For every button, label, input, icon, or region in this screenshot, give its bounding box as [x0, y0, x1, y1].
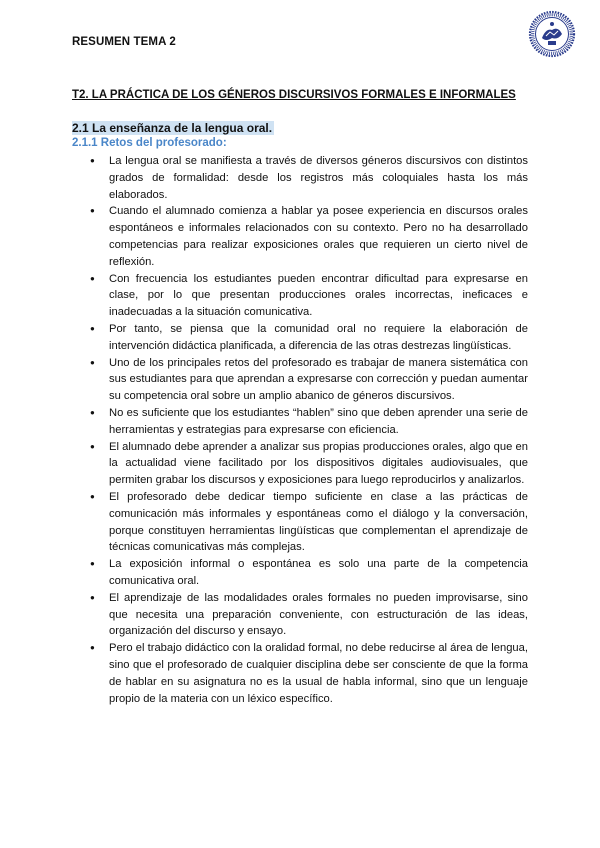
document-title: T2. LA PRÁCTICA DE LOS GÉNEROS DISCURSIVOS FORMALES E INFORMALES: [72, 89, 516, 101]
bullet-list: [90, 153, 528, 707]
list-item: ● Con frecuencia los estudiantes pueden encontrar dificultad para expresarse en clase, por lo que presentan producciones orales incorrectas, ineficaces e inadecuadas a la situación comunicativa.: [90, 271, 528, 321]
list-item: ● Por tanto, se piensa que la comunidad oral no requiere la elaboración de intervención didáctica planificada, a diferencia de las otras destrezas lingüísticas.: [90, 321, 528, 355]
section-heading: 2.1 La enseñanza de la lengua oral.: [72, 121, 273, 135]
list-item: ● El alumnado debe aprender a analizar sus propias producciones orales, algo que en la actualidad viene facilitado por los dispositivos digitales audiovisuales, que permiten grabar los discursos y exposiciones para luego reproducirlos y analizarlos.: [90, 439, 528, 489]
list-item: ● No es suficiente que los estudiantes “hablen” sino que deben aprender una serie de herramientas y estrategias para expresarse con eficiencia.: [90, 405, 528, 439]
subsection-heading: 2.1.1 Retos del profesorado:: [72, 137, 227, 149]
page-header: RESUMEN TEMA 2: [72, 36, 176, 48]
list-item: ● La lengua oral se manifiesta a través de diversos géneros discursivos con distintos grados de formalidad: desde los registros más coloquiales hasta los más elaborados.: [90, 153, 528, 203]
university-seal-icon: [528, 10, 576, 58]
list-item: ● El profesorado debe dedicar tiempo suficiente en clase a las prácticas de comunicación más informales y espontáneas como el diálogo y la conversación, porque constituyen herramientas lingüísticas que complementan el aprendizaje de técnicas comunicativas más complejas.: [90, 489, 528, 556]
list-item: ● La exposición informal o espontánea es solo una parte de la competencia comunicativa oral.: [90, 556, 528, 590]
list-item: ● Cuando el alumnado comienza a hablar ya posee experiencia en discursos orales espontáneos e informales relacionados con su contexto. Pero no ha desarrollado competencias para realizar exposiciones orales que requieren un cierto nivel de reflexión.: [90, 203, 528, 270]
list-item: ● Pero el trabajo didáctico con la oralidad formal, no debe reducirse al área de lengua, sino que el profesorado de cualquier disciplina debe ser consciente de que la forma de hablar en su asignatura no es la usual de habla informal, sino que un lenguaje propio de la materia con un léxico específico.: [90, 640, 528, 707]
list-item: ● Uno de los principales retos del profesorado es trabajar de manera sistemática con sus estudiantes para que aprendan a expresarse con corrección y puedan aumentar su competencia oral sobre un amplio abanico de géneros discursivos.: [90, 355, 528, 405]
list-item: ● El aprendizaje de las modalidades orales formales no pueden improvisarse, sino que necesita una preparación conveniente, con estructuración de las ideas, organización del discurso y ensayo.: [90, 590, 528, 640]
